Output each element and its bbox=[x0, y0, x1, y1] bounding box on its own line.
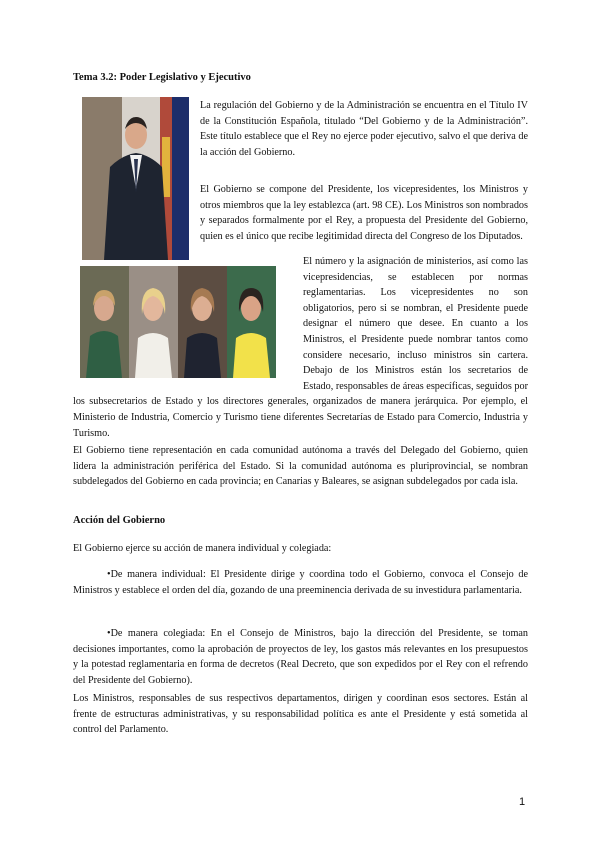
section-heading: Acción del Gobierno bbox=[73, 515, 166, 526]
collage-wrap-space bbox=[73, 254, 299, 384]
paragraph-3 bbox=[73, 254, 528, 441]
page-number: 1 bbox=[519, 796, 526, 808]
paragraph-8: Los Ministros, responsables de sus respectivos departamentos, dirigen y coordinan esos sectores. Están al frente de estructuras administrativas, y su responsabilidad política es ante el Presidente y está sometida al control del Parlamento. bbox=[73, 693, 528, 736]
paragraph-4: El Gobierno tiene representación en cada comunidad autónoma a través del Delegado del Gobierno, quien lidera la administración periférica del Estado. Si la comunidad autónoma es pluriprovincial, se nombran subdelegados del Gobierno en cada provincia; en Canarias y Baleares, se asignan subdelegados por cada isla. bbox=[73, 445, 528, 488]
paragraph-1: La regulación del Gobierno y de la Administración se encuentra en el Título IV de la Constitución Española, titulado “Del Gobierno y de la Administración”. Este título establece que el Rey no ejerce poder ejecutivo, salvo el que deriva de la acción del Gobierno. bbox=[200, 100, 528, 158]
paragraph-2: El Gobierno se compone del Presidente, los vicepresidentes, los Ministros y otros miembros que la ley establezca (art. 98 CE). Los Ministros son nombrados y separados formalmente por el Rey, a propuesta del Presidente del Gobierno, quien es el único que recibe legitimidad directa del Congreso de los Diputados. bbox=[200, 184, 528, 242]
bullet-individual: •De manera individual: El Presidente dirige y coordina todo el Gobierno, convoca el Consejo de Ministros y establece el orden del día, gozando de una preeminencia derivada de su investidura parlamentaria. bbox=[73, 569, 528, 596]
paragraph-3-text: El número y la asignación de ministerios, así como las vicepresidencias, se establecen por normas reglamentarias. Los vicepresidentes no son obligatorios, pero si se nombran, el Presidente puede designar el número que desee. En cuanto a los Ministros, el Presidente puede nombrar tantos como considere necesario, incluso ministros sin cartera. Debajo de los Ministros están los secretarios de Estado, responsables de áreas específicas, seguidos por los subsecretarios de Estado y los directores generales, organizados de manera jerárquica. Por ejemplo, el Ministerio de Industria, Comercio y Turismo tiene diferentes Secretarías de Estado para Comercio, Industria y Turismo. bbox=[73, 256, 528, 439]
president-photo bbox=[82, 97, 189, 260]
document-title: Tema 3.2: Poder Legislativo y Ejecutivo bbox=[73, 72, 251, 83]
paragraph-5: El Gobierno ejerce su acción de manera individual y colegiada: bbox=[73, 543, 332, 554]
bullet-colegiada: •De manera colegiada: En el Consejo de Ministros, bajo la dirección del Presidente, se toman decisiones importantes, como la aprobación de proyectos de ley, los gastos más relevantes en los presupuestos y la potestad reglamentaria en forma de decretos (Real Decreto, que son expedidos por el Rey con el refrendo del Presidente del Gobierno). bbox=[73, 628, 528, 686]
